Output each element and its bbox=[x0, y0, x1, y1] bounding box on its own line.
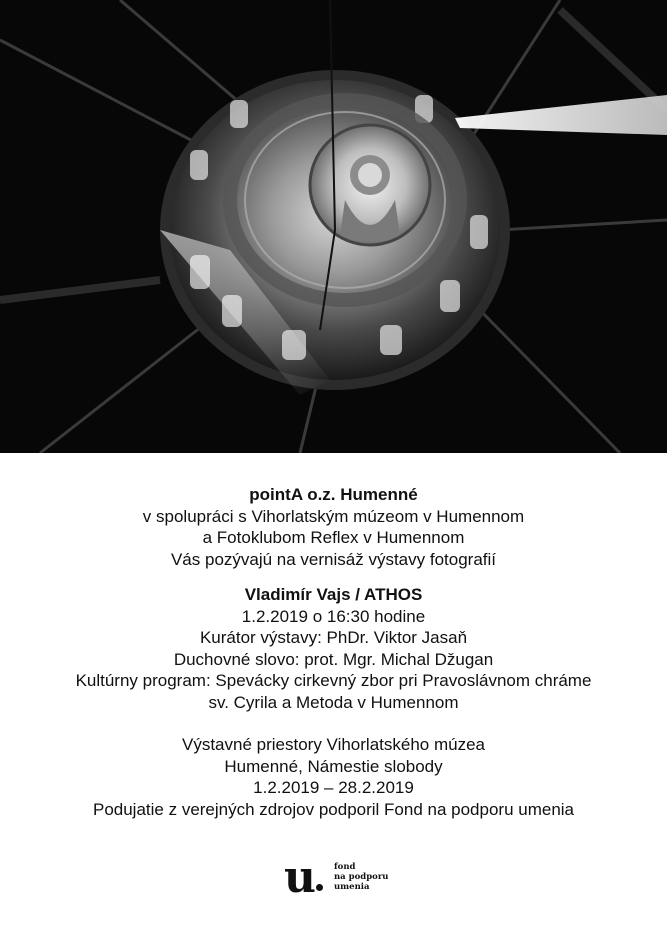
exhibition-datetime: 1.2.2019 o 16:30 hodine bbox=[241, 606, 426, 626]
venue-dates: 1.2.2019 – 28.2.2019 bbox=[253, 778, 414, 797]
invitation-line: a Fotoklubom Reflex v Humennom bbox=[202, 528, 465, 547]
organizer: pointA o.z. Humenné bbox=[249, 485, 418, 504]
invitation-line: v spolupráci s Vihorlatským múzeom v Humennom bbox=[142, 506, 525, 526]
spiritual-word: Duchovné slovo: prot. Mgr. Michal Džugan bbox=[173, 649, 494, 669]
church-dome-photo bbox=[0, 0, 667, 453]
invitation-text bbox=[0, 484, 667, 820]
exhibition-title: Vladimír Vajs / ATHOS bbox=[244, 585, 423, 604]
logo-text-line: na podporu bbox=[334, 872, 389, 882]
logo-text-line: umenia bbox=[334, 882, 370, 892]
cultural-program-cont: sv. Cyrila a Metoda v Humennom bbox=[208, 692, 459, 712]
logo-text-line: fond bbox=[334, 862, 356, 872]
fond-na-podporu-umenia-logo bbox=[284, 852, 404, 906]
logo-mark: u bbox=[284, 852, 316, 903]
curator: Kurátor výstavy: PhDr. Viktor Jasaň bbox=[199, 628, 468, 647]
venue-name: Výstavné priestory Vihorlatského múzea bbox=[181, 735, 485, 754]
dome-illustration bbox=[0, 0, 667, 453]
venue-address: Humenné, Námestie slobody bbox=[224, 756, 443, 776]
logo-text bbox=[334, 862, 388, 892]
cultural-program: Kultúrny program: Spevácky cirkevný zbor pri Pravoslávnom chráme bbox=[75, 671, 592, 690]
support-note: Podujatie z verejných zdrojov podporil Fond na podporu umenia bbox=[92, 799, 575, 819]
logo-dot bbox=[316, 884, 323, 891]
invitation-line: Vás pozývajú na vernisáž výstavy fotografií bbox=[170, 549, 497, 569]
